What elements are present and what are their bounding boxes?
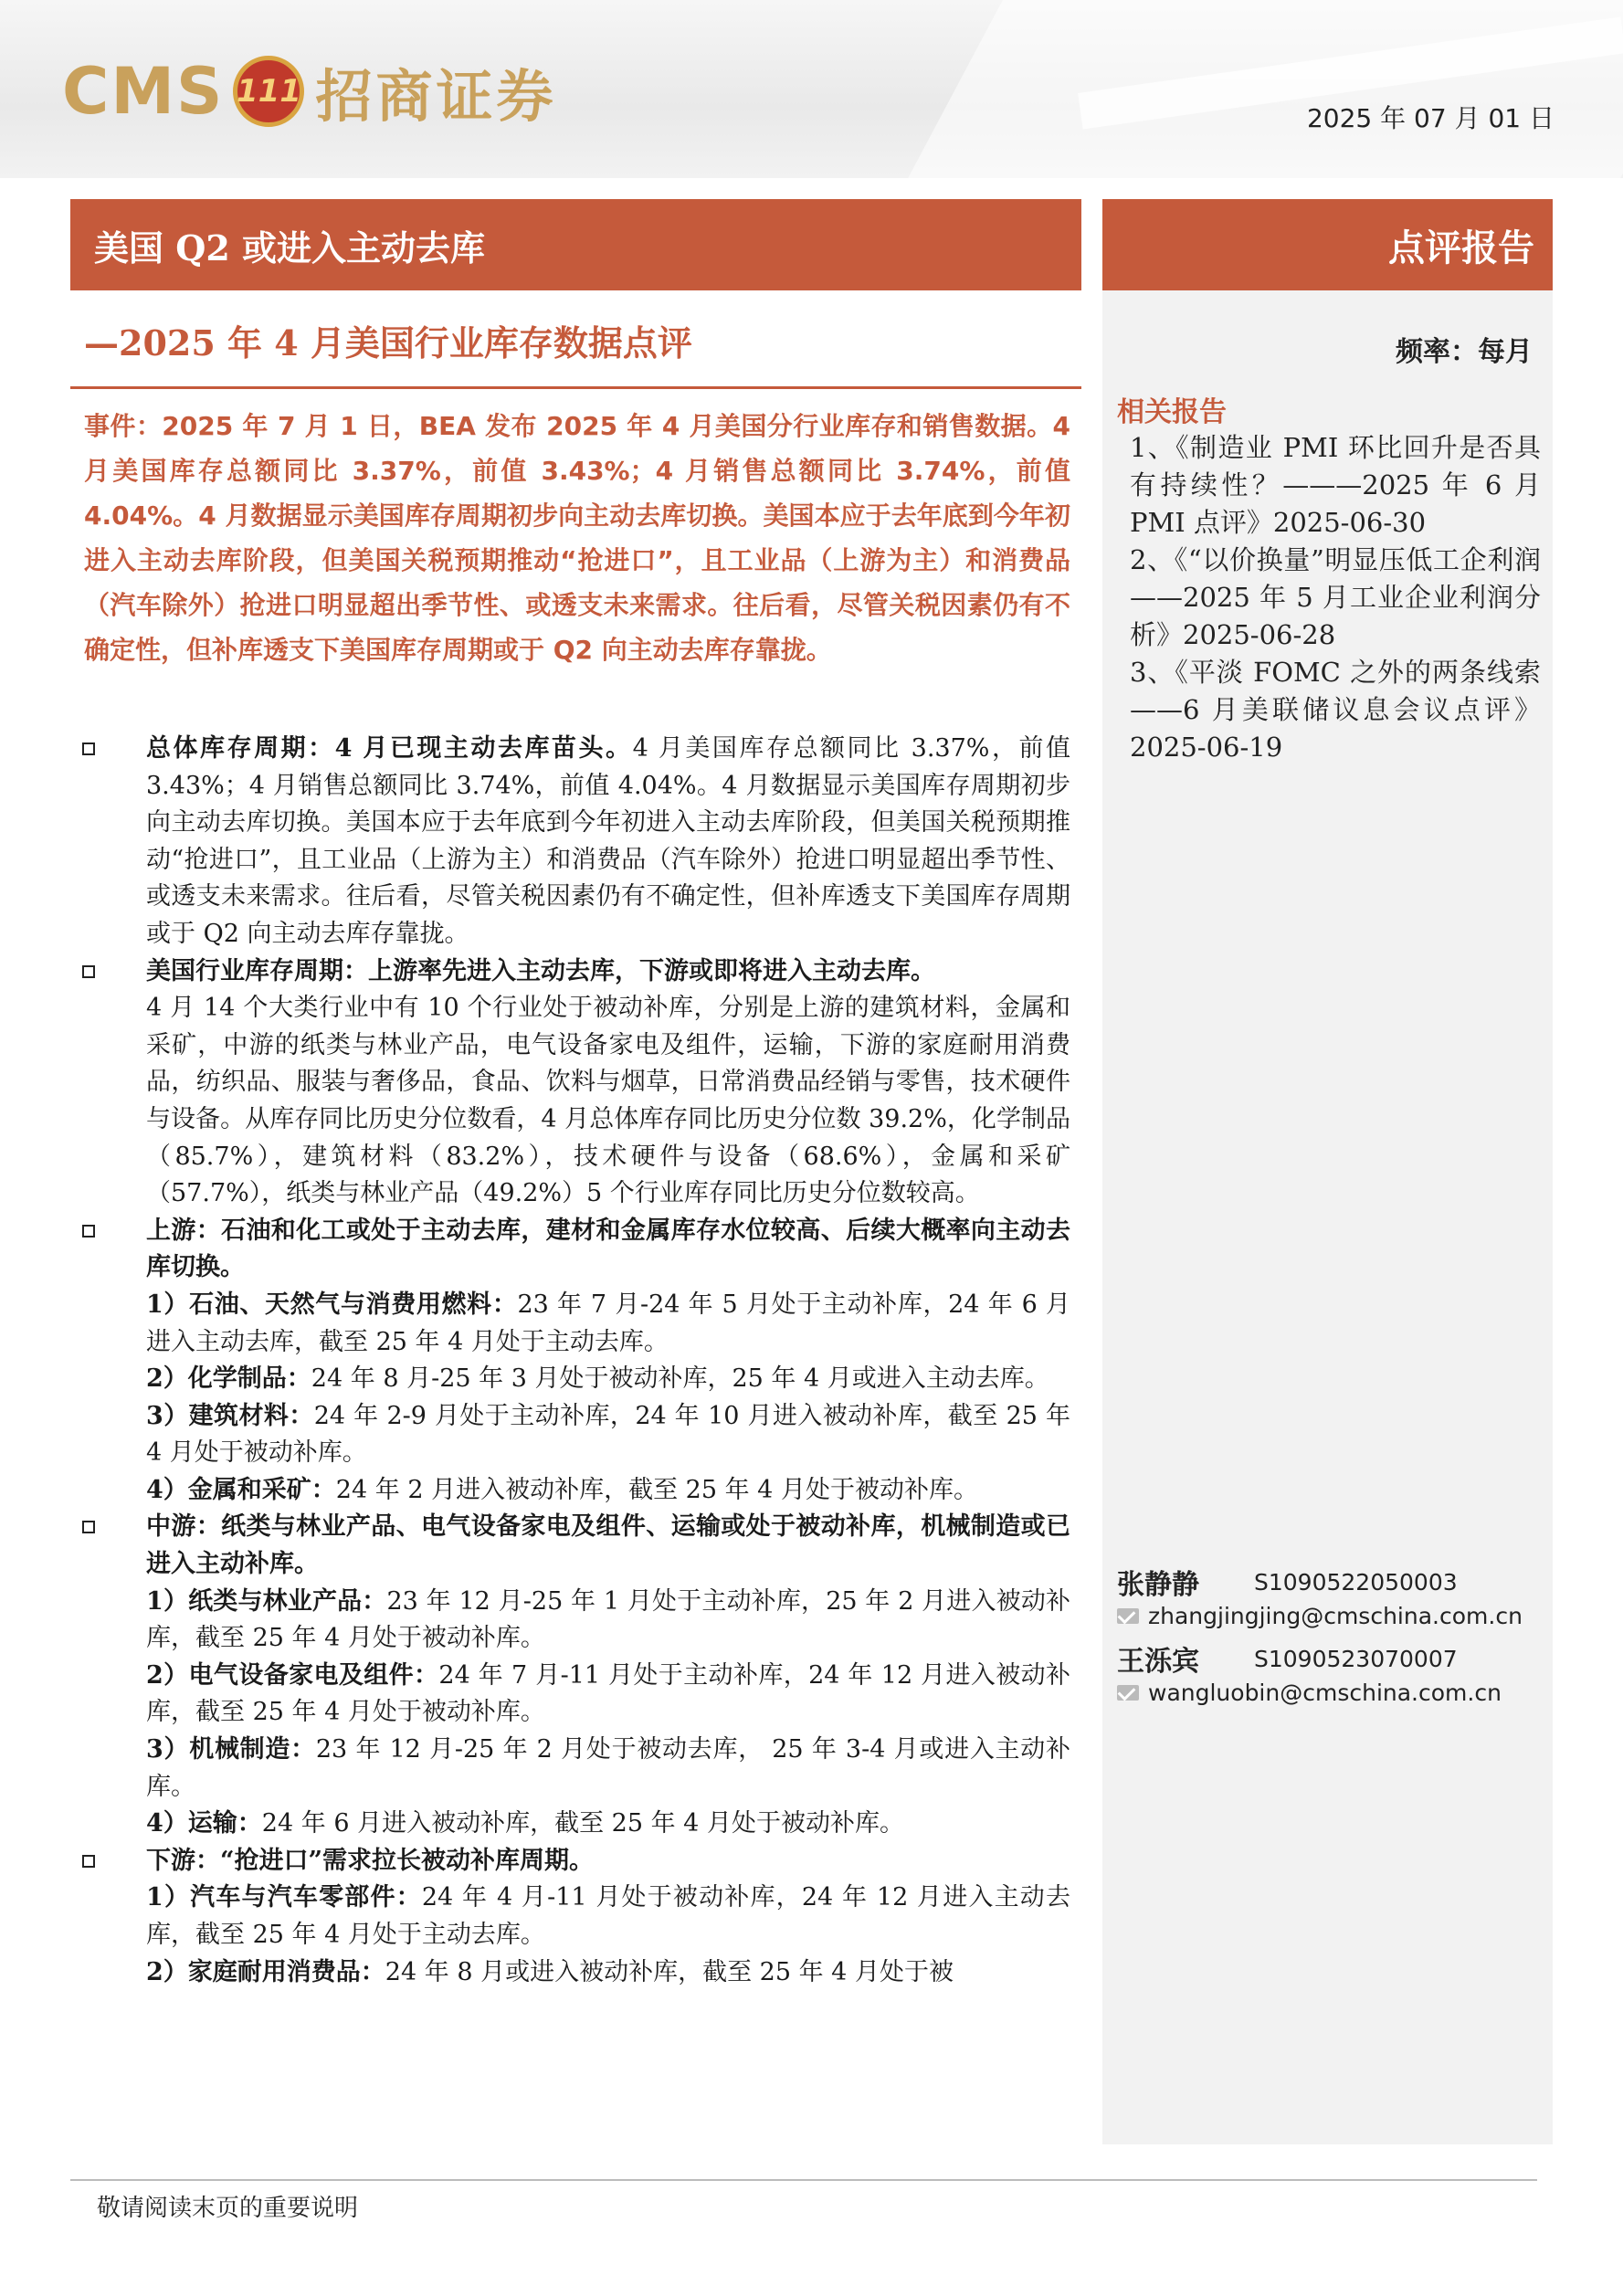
bullet-text: 4 月美国库存总额同比 3.37%，前值 3.43%；4 月销售总额同比 3.74%，前值 4.04%。4 月数据显示美国库存周期初步向主动去库切换。美国本应于去年底到今年初进入主动去库阶段，但美国关税预期推动“抢进口”，且工业品（上游为主）和消费品（汽车除外）抢进口明显超出季节性、或透支未来需求。往后看，尽管关税因素仍有不确定性，但补库透支下美国库存周期或于 Q2 向主动去库存靠拢。 bbox=[146, 734, 1070, 948]
author-license-id: S1090523070007 bbox=[1254, 1645, 1458, 1672]
title-bar bbox=[70, 199, 1081, 290]
bullet-text: 4 月 14 个大类行业中有 10 个行业处于被动补库，分别是上游的建筑材料，金属和采矿，中游的纸类与林业产品，电气设备家电及组件，运输，下游的家庭耐用消费品，纺织品、服装与奢侈品，食品、饮料与烟草，日常消费品经销与零售，技术硬件与设备。从库存同比历史分位数看，4 月总体库存同比历史分位数 39.2%，化学制品（85.7%），建筑材料（83.2%），技术硬件与设备（68.6%），金属和采矿（57.7%），纸类与林业产品（49.2%）5 个行业库存同比历史分位数较高。 bbox=[146, 994, 1070, 1208]
author-email-row bbox=[1117, 1603, 1523, 1629]
square-bullet-icon bbox=[82, 1225, 95, 1238]
square-bullet-icon bbox=[82, 1521, 95, 1533]
header-band bbox=[0, 0, 1623, 178]
author-email[interactable]: zhangjingjing@cmschina.com.cn bbox=[1148, 1603, 1523, 1629]
sidebar bbox=[1102, 290, 1553, 2144]
logo-mark-icon: 111 bbox=[233, 56, 304, 127]
related-report-item[interactable]: 2、《“以价换量”明显压低工企利润——2025 年 5 月工业企业利润分析》2025-06-28 bbox=[1130, 544, 1541, 650]
sub-item: 2）电气设备家电及组件：24 年 7 月-11 月处于主动补库，24 年 12 月进入被动补库，截至 25 年 4 月处于被动补库。 bbox=[146, 1660, 1070, 1727]
author-row bbox=[1117, 1638, 1458, 1679]
related-reports-list bbox=[1130, 429, 1541, 766]
logo-chinese-text: 招商证券 bbox=[315, 62, 557, 130]
bullet-heading: 中游：纸类与林业产品、电气设备家电及组件、运输或处于被动补库，机械制造或已进入主动补库。 bbox=[146, 1512, 1070, 1579]
report-subtitle: —2025 年 4 月美国行业库存数据点评 bbox=[84, 322, 692, 363]
sub-item: 2）家庭耐用消费品：24 年 8 月或进入被动补库，截至 25 年 4 月处于被 bbox=[146, 1957, 954, 1986]
frequency-label: 频率：每月 bbox=[1396, 336, 1533, 368]
author-email-row bbox=[1117, 1680, 1502, 1706]
bullet-section bbox=[82, 953, 1070, 1213]
related-report-item[interactable]: 1、《制造业 PMI 环比回升是否具有持续性？———2025 年 6 月 PMI 点评》2025-06-30 bbox=[1130, 432, 1541, 538]
author-name: 张静静 bbox=[1117, 1569, 1199, 1601]
author-row bbox=[1117, 1562, 1458, 1602]
sub-item: 1）纸类与林业产品：23 年 12 月-25 年 1 月处于主动补库，25 年 2 月进入被动补库，截至 25 年 4 月处于被动补库。 bbox=[146, 1586, 1070, 1653]
square-bullet-icon bbox=[82, 743, 95, 755]
square-bullet-icon bbox=[82, 965, 95, 978]
author-email[interactable]: wangluobin@cmschina.com.cn bbox=[1148, 1680, 1502, 1706]
sub-item: 4）运输：24 年 6 月进入被动补库，截至 25 年 4 月处于被动补库。 bbox=[146, 1809, 904, 1838]
sub-item: 3）机械制造：23 年 12 月-25 年 2 月处于被动去库， 25 年 3-4 月或进入主动补库。 bbox=[146, 1735, 1070, 1801]
bullet-section bbox=[82, 731, 1070, 953]
author-name: 王泺宾 bbox=[1117, 1646, 1199, 1678]
report-title: 美国 Q2 或进入主动去库 bbox=[94, 226, 486, 269]
sub-item: 1）石油、天然气与消费用燃料：23 年 7 月-24 年 5 月处于主动补库，24 年 6 月进入主动去库，截至 25 年 4 月处于主动去库。 bbox=[146, 1290, 1070, 1356]
mail-icon bbox=[1117, 1685, 1139, 1701]
mail-icon bbox=[1117, 1608, 1139, 1624]
footer-divider bbox=[70, 2179, 1537, 2181]
sub-item: 4）金属和采矿：24 年 2 月进入被动补库，截至 25 年 4 月处于被动补库。 bbox=[146, 1475, 978, 1504]
bullet-heading: 总体库存周期：4 月已现主动去库苗头。 bbox=[146, 734, 633, 763]
square-bullet-icon bbox=[82, 1855, 95, 1868]
body-content bbox=[82, 731, 1070, 1991]
report-date: 2025 年 07 月 01 日 bbox=[1306, 103, 1554, 133]
bullet-section bbox=[82, 1843, 1070, 1991]
bullet-heading: 上游：石油和化工或处于主动去库，建材和金属库存水位较高、后续大概率向主动去库切换。 bbox=[146, 1216, 1070, 1282]
bullet-heading: 美国行业库存周期：上游率先进入主动去库，下游或即将进入主动去库。 bbox=[146, 956, 935, 985]
subtitle-divider bbox=[70, 386, 1081, 389]
sub-item: 3）建筑材料：24 年 2-9 月处于主动补库，24 年 10 月进入被动补库，截至 25 年 4 月处于被动补库。 bbox=[146, 1401, 1070, 1468]
logo-latin-text: CMS bbox=[62, 54, 225, 129]
report-type-bar bbox=[1102, 199, 1553, 290]
sub-item: 1）汽车与汽车零部件：24 年 4 月-11 月处于被动补库，24 年 12 月进入主动去库，截至 25 年 4 月处于主动去库。 bbox=[146, 1883, 1070, 1949]
bullet-heading: 下游：“抢进口”需求拉长被动补库周期。 bbox=[146, 1846, 595, 1875]
sub-item: 2）化学制品：24 年 8 月-25 年 3 月处于被动补库，25 年 4 月或进入主动去库。 bbox=[146, 1364, 1049, 1394]
event-summary: 事件：2025 年 7 月 1 日，BEA 发布 2025 年 4 月美国分行业库存和销售数据。4 月美国库存总额同比 3.37%，前值 3.43%；4 月销售总额同比 3.74%，前值 4.04%。4 月数据显示美国库存周期初步向主动去库切换。美国本应于去年底到今年初进入主动去库阶段，但美国关税预期推动“抢进口”，且工业品（上游为主）和消费品（汽车除外）抢进口明显超出季节性、或透支未来需求。往后看，尽管关税因素仍有不确定性，但补库透支下美国库存周期或于 Q2 向主动去库存靠拢。 bbox=[84, 411, 1070, 665]
footer-note: 敬请阅读末页的重要说明 bbox=[97, 2195, 359, 2222]
bullet-section bbox=[82, 1213, 1070, 1510]
bullet-section bbox=[82, 1509, 1070, 1842]
report-type: 点评报告 bbox=[1388, 226, 1534, 269]
cms-logo bbox=[62, 50, 556, 132]
related-reports-title: 相关报告 bbox=[1117, 396, 1227, 428]
author-license-id: S1090522050003 bbox=[1254, 1568, 1458, 1596]
related-report-item[interactable]: 3、《平淡 FOMC 之外的两条线索——6 月美联储议息会议点评》2025-06-19 bbox=[1130, 657, 1541, 763]
